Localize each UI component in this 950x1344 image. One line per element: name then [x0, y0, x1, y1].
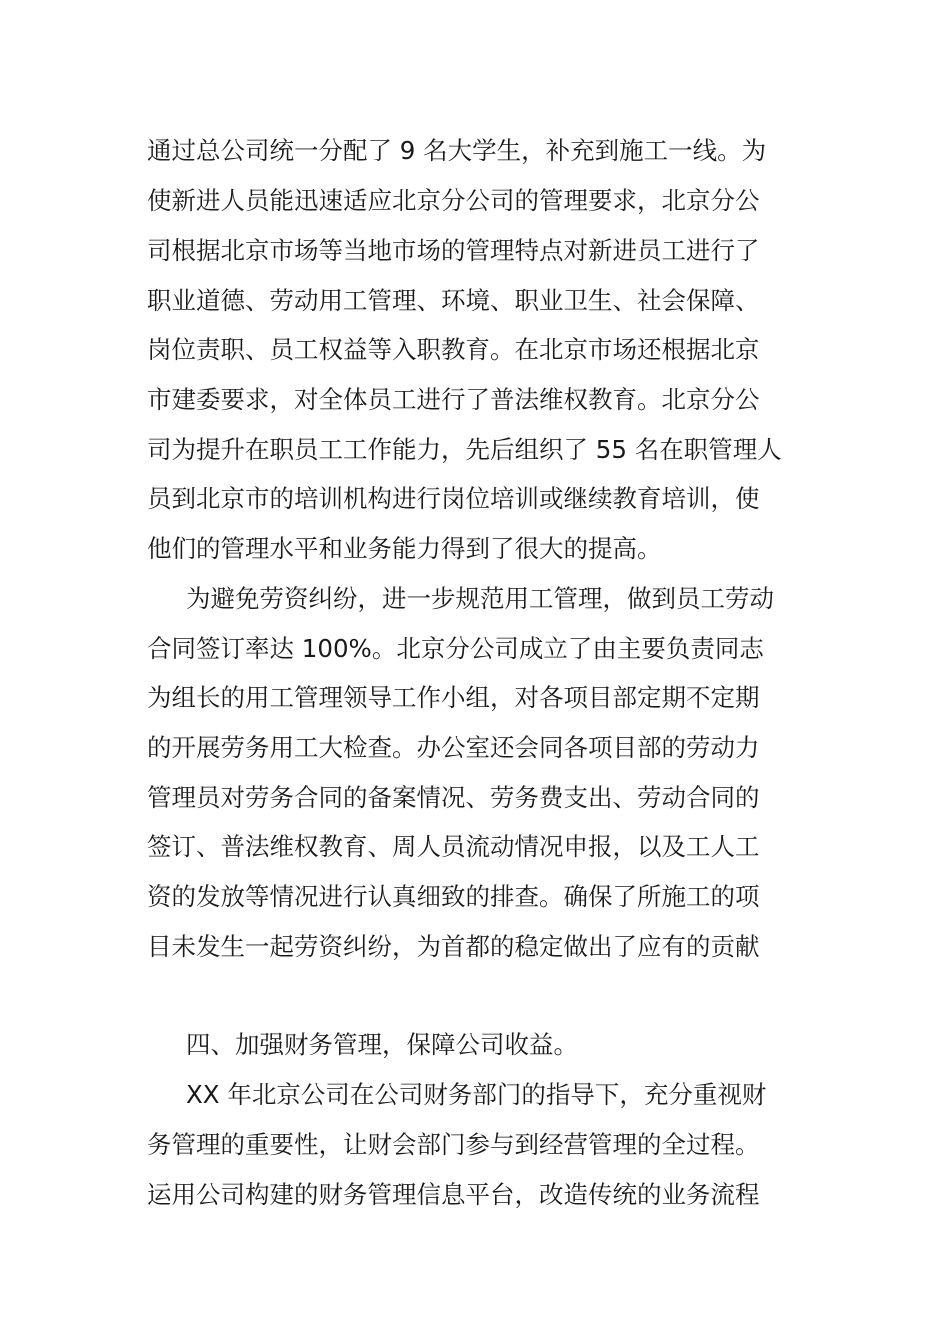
- paragraph-line: 为组长的用工管理领导工作小组，对各项目部定期不定期: [147, 683, 760, 712]
- paragraph-line: XX 年北京公司在公司财务部门的指导下，充分重视财: [186, 1080, 767, 1109]
- paragraph-line: 司根据北京市场等当地市场的管理特点对新进员工进行了: [147, 236, 760, 265]
- paragraph-line: 运用公司构建的财务管理信息平台，改造传统的业务流程: [147, 1180, 760, 1209]
- paragraph-line: 的开展劳务用工大检查。办公室还会同各项目部的劳动力: [147, 733, 760, 762]
- paragraph-line: 市建委要求，对全体员工进行了普法维权教育。北京分公: [147, 385, 760, 414]
- paragraph-line: 岗位责职、员工权益等入职教育。在北京市场还根据北京: [147, 335, 760, 364]
- paragraph-line: 通过总公司统一分配了 9 名大学生，补充到施工一线。为: [147, 136, 767, 165]
- section-heading: 四、加强财务管理，保障公司收益。: [186, 1030, 578, 1059]
- paragraph-line: 为避免劳资纠纷，进一步规范用工管理，做到员工劳动: [186, 584, 774, 613]
- paragraph-line: 他们的管理水平和业务能力得到了很大的提高。: [147, 534, 662, 563]
- paragraph-line: 合同签订率达 100%。北京分公司成立了由主要负责同志: [147, 634, 764, 663]
- paragraph-line: 司为提升在职员工工作能力，先后组织了 55 名在职管理人: [147, 435, 782, 464]
- paragraph-line: 职业道德、劳动用工管理、环境、职业卫生、社会保障、: [147, 286, 760, 315]
- paragraph-line: 目未发生一起劳资纠纷，为首都的稳定做出了应有的贡献: [147, 932, 760, 961]
- paragraph-line: 员到北京市的培训机构进行岗位培训或继续教育培训，使: [147, 484, 760, 513]
- paragraph-line: 使新进人员能迅速适应北京分公司的管理要求，北京分公: [147, 186, 760, 215]
- paragraph-line: 务管理的重要性，让财会部门参与到经营管理的全过程。: [147, 1130, 760, 1159]
- paragraph-line: 资的发放等情况进行认真细致的排查。确保了所施工的项: [147, 882, 760, 911]
- paragraph-line: 管理员对劳务合同的备案情况、劳务费支出、劳动合同的: [147, 783, 760, 812]
- paragraph-line: 签订、普法维权教育、周人员流动情况申报，以及工人工: [147, 832, 760, 861]
